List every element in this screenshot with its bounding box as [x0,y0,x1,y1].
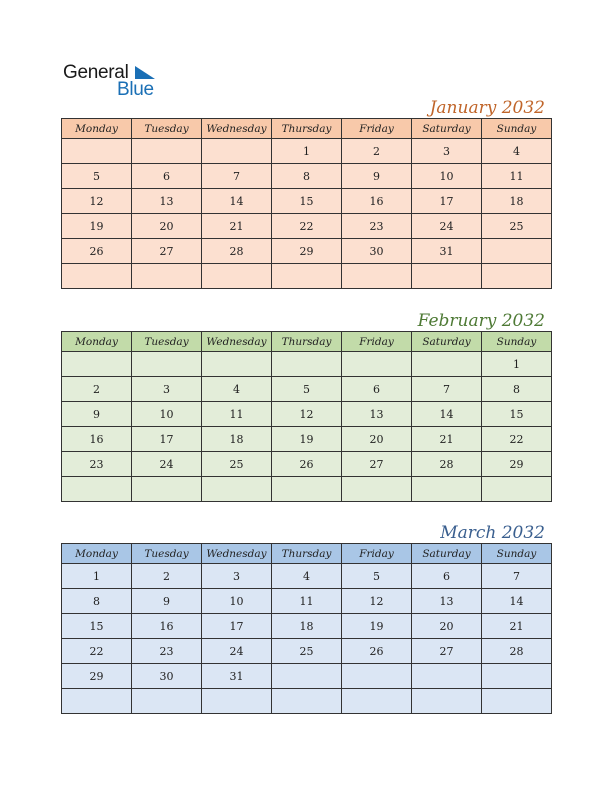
weekday-header: Monday [62,119,132,139]
day-cell: 23 [62,452,132,477]
day-cell: 4 [272,564,342,589]
day-cell [132,477,202,502]
day-cell: 12 [272,402,342,427]
day-cell: 19 [272,427,342,452]
day-cell: 22 [62,639,132,664]
week-row [62,402,552,427]
calendar-table-february [61,331,552,502]
day-cell: 9 [132,589,202,614]
day-cell: 28 [412,452,482,477]
day-cell [482,664,552,689]
day-cell: 1 [62,564,132,589]
day-cell: 23 [342,214,412,239]
day-cell: 3 [132,377,202,402]
day-cell: 29 [62,664,132,689]
week-row [62,427,552,452]
day-cell: 14 [412,402,482,427]
day-cell: 31 [412,239,482,264]
month-title-february: February 2032 [417,311,545,331]
day-cell: 7 [202,164,272,189]
day-cell: 30 [132,664,202,689]
day-cell [62,264,132,289]
weekday-header: Friday [342,119,412,139]
day-cell: 13 [132,189,202,214]
day-cell: 11 [482,164,552,189]
day-cell: 5 [272,377,342,402]
day-cell: 25 [202,452,272,477]
weekday-header: Monday [62,544,132,564]
day-cell [482,689,552,714]
day-cell [342,477,412,502]
day-cell [132,264,202,289]
day-cell [62,477,132,502]
day-cell: 6 [132,164,202,189]
week-row [62,214,552,239]
logo-triangle-icon [135,66,157,80]
day-cell [412,352,482,377]
day-cell: 5 [342,564,412,589]
day-cell: 17 [412,189,482,214]
day-cell: 21 [482,614,552,639]
weekday-header: Sunday [482,119,552,139]
day-cell: 3 [412,139,482,164]
week-row [62,352,552,377]
week-row [62,639,552,664]
day-cell: 29 [482,452,552,477]
day-cell [342,664,412,689]
weekday-header: Friday [342,332,412,352]
day-cell: 26 [62,239,132,264]
day-cell: 24 [412,214,482,239]
day-cell: 25 [272,639,342,664]
day-cell: 2 [132,564,202,589]
week-row [62,139,552,164]
day-cell: 27 [342,452,412,477]
day-cell: 28 [202,239,272,264]
day-cell [482,264,552,289]
day-cell: 6 [342,377,412,402]
day-cell: 14 [202,189,272,214]
month-title-march: March 2032 [440,523,545,543]
day-cell: 23 [132,639,202,664]
day-cell [62,139,132,164]
day-cell: 21 [412,427,482,452]
day-cell [342,264,412,289]
day-cell: 24 [202,639,272,664]
day-cell [202,139,272,164]
day-cell: 5 [62,164,132,189]
day-cell [132,352,202,377]
weekday-header: Saturday [412,119,482,139]
day-cell: 26 [342,639,412,664]
day-cell [62,352,132,377]
day-cell: 27 [132,239,202,264]
week-row [62,589,552,614]
weekday-header: Friday [342,544,412,564]
weekday-header: Tuesday [132,544,202,564]
day-cell: 7 [412,377,482,402]
day-cell [62,689,132,714]
calendar-table-january [61,118,552,289]
day-cell: 16 [132,614,202,639]
day-cell [412,689,482,714]
day-cell: 27 [412,639,482,664]
weekday-header: Thursday [272,119,342,139]
day-cell: 8 [62,589,132,614]
day-cell: 17 [132,427,202,452]
day-cell [412,664,482,689]
logo-word-blue: Blue [117,79,154,100]
day-cell [272,664,342,689]
day-cell: 25 [482,214,552,239]
week-row [62,689,552,714]
week-row [62,164,552,189]
day-cell [132,139,202,164]
day-cell: 11 [272,589,342,614]
day-cell: 13 [412,589,482,614]
day-cell: 15 [272,189,342,214]
day-cell: 31 [202,664,272,689]
day-cell: 8 [482,377,552,402]
week-row [62,664,552,689]
day-cell: 16 [62,427,132,452]
day-cell [272,352,342,377]
day-cell: 3 [202,564,272,589]
day-cell [482,239,552,264]
weekday-header: Wednesday [202,544,272,564]
day-cell: 12 [62,189,132,214]
day-cell: 8 [272,164,342,189]
weekday-header: Sunday [482,332,552,352]
week-row [62,239,552,264]
day-cell: 1 [482,352,552,377]
logo-word-general: General [63,62,129,83]
weekday-header: Wednesday [202,332,272,352]
day-cell: 2 [62,377,132,402]
day-cell: 28 [482,639,552,664]
weekday-header: Thursday [272,544,342,564]
day-cell: 17 [202,614,272,639]
weekday-header: Saturday [412,332,482,352]
day-cell: 20 [412,614,482,639]
weekday-header: Tuesday [132,332,202,352]
week-row [62,564,552,589]
day-cell [132,689,202,714]
month-title-january: January 2032 [429,98,545,118]
day-cell: 18 [202,427,272,452]
day-cell: 14 [482,589,552,614]
day-cell: 2 [342,139,412,164]
day-cell: 30 [342,239,412,264]
day-cell [482,477,552,502]
week-row [62,377,552,402]
day-cell [342,352,412,377]
week-row [62,264,552,289]
day-cell [272,689,342,714]
day-cell: 11 [202,402,272,427]
day-cell: 12 [342,589,412,614]
day-cell: 20 [132,214,202,239]
weekday-header: Thursday [272,332,342,352]
day-cell: 10 [202,589,272,614]
day-cell [272,264,342,289]
day-cell [202,264,272,289]
weekday-header: Saturday [412,544,482,564]
day-cell: 7 [482,564,552,589]
day-cell: 20 [342,427,412,452]
day-cell: 15 [62,614,132,639]
day-cell: 10 [132,402,202,427]
week-row [62,189,552,214]
day-cell [272,477,342,502]
day-cell: 4 [482,139,552,164]
logo [63,62,163,100]
day-cell: 19 [62,214,132,239]
day-cell [342,689,412,714]
day-cell: 9 [342,164,412,189]
day-cell: 21 [202,214,272,239]
day-cell [202,689,272,714]
weekday-header-row [62,332,552,352]
weekday-header-row [62,544,552,564]
day-cell: 6 [412,564,482,589]
day-cell: 22 [272,214,342,239]
day-cell: 1 [272,139,342,164]
day-cell [202,477,272,502]
day-cell: 18 [482,189,552,214]
day-cell: 19 [342,614,412,639]
day-cell: 22 [482,427,552,452]
week-row [62,614,552,639]
day-cell: 9 [62,402,132,427]
weekday-header: Monday [62,332,132,352]
day-cell: 10 [412,164,482,189]
day-cell: 4 [202,377,272,402]
weekday-header: Sunday [482,544,552,564]
calendar-table-march [61,543,552,714]
day-cell: 13 [342,402,412,427]
day-cell: 29 [272,239,342,264]
day-cell [202,352,272,377]
weekday-header: Tuesday [132,119,202,139]
day-cell [412,264,482,289]
day-cell: 26 [272,452,342,477]
weekday-header: Wednesday [202,119,272,139]
week-row [62,477,552,502]
week-row [62,452,552,477]
day-cell: 24 [132,452,202,477]
day-cell: 15 [482,402,552,427]
day-cell: 18 [272,614,342,639]
weekday-header-row [62,119,552,139]
day-cell: 16 [342,189,412,214]
day-cell [412,477,482,502]
